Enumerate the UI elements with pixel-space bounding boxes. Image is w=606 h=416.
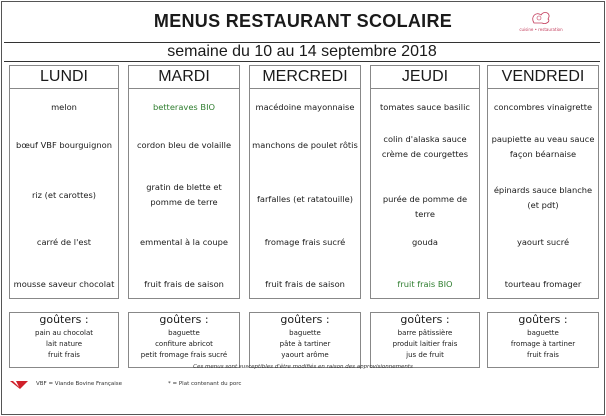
day-header: VENDREDI xyxy=(488,66,598,89)
chef-logo-icon xyxy=(506,9,576,27)
main-dish: manchons de poulet rôtis xyxy=(252,140,358,150)
main-dish: paupiette au veau sauce façon béarnaise xyxy=(491,134,595,159)
snack-item: petit fromage frais sucré xyxy=(140,351,228,359)
snack-item: yaourt arôme xyxy=(281,351,329,359)
main-dish: bœuf VBF bourguignon xyxy=(16,140,112,150)
snack-item: pâte à tartiner xyxy=(279,340,331,348)
snack-item: produit laitier frais xyxy=(392,340,458,348)
supply-note: Ces menus sont susceptibles d'être modifiés en raison des approvisionnements xyxy=(193,364,413,370)
side-dish: riz (et carottes) xyxy=(31,190,97,200)
starter: betteraves BIO xyxy=(152,102,216,112)
snack-item: fruit frais xyxy=(48,351,80,359)
vbf-legend: VBF = Viande Bovine Française xyxy=(36,381,123,387)
dessert: mousse saveur chocolat xyxy=(13,279,115,289)
snack-box-mardi xyxy=(128,312,240,368)
starter: concombres vinaigrette xyxy=(493,102,593,112)
dairy: yaourt sucré xyxy=(516,237,570,247)
day-column-vendredi xyxy=(487,65,599,299)
day-column-mercredi xyxy=(249,65,361,299)
side-dish: purée de pomme de terre xyxy=(382,194,468,219)
snack-title: goûters : xyxy=(400,313,450,326)
snack-box-vendredi xyxy=(487,312,599,368)
snack-item: baguette xyxy=(168,329,200,337)
snack-title: goûters : xyxy=(518,313,568,326)
day-header: JEUDI xyxy=(371,66,479,89)
dessert: fruit frais de saison xyxy=(265,279,345,289)
snack-title: goûters : xyxy=(280,313,330,326)
side-dish: farfalles (et ratatouille) xyxy=(256,194,353,204)
dairy: carré de l'est xyxy=(36,237,92,247)
dessert: fruit frais BIO xyxy=(397,279,453,289)
day-header: MERCREDI xyxy=(250,66,360,89)
day-header: LUNDI xyxy=(10,66,118,89)
starter: macédoine mayonnaise xyxy=(255,102,355,112)
starter: tomates sauce basilic xyxy=(380,102,470,112)
day-header: MARDI xyxy=(129,66,239,89)
dessert: fruit frais de saison xyxy=(144,279,224,289)
snack-box-jeudi xyxy=(370,312,480,368)
snack-item: jus de fruit xyxy=(406,351,444,359)
logo-text: cuisine • restauration xyxy=(519,27,563,32)
dairy: emmental à la coupe xyxy=(140,237,228,247)
day-column-lundi xyxy=(9,65,119,299)
main-dish: colin d'alaska sauce crème de courgettes xyxy=(381,134,469,159)
snack-item: fruit frais xyxy=(527,351,559,359)
dessert: tourteau fromager xyxy=(504,279,582,289)
dairy: fromage frais sucré xyxy=(264,237,346,247)
snack-title: goûters : xyxy=(39,313,89,326)
dairy: gouda xyxy=(412,237,438,247)
day-column-mardi xyxy=(128,65,240,299)
snack-box-mercredi xyxy=(249,312,361,368)
vbf-logo-icon xyxy=(10,380,28,390)
snack-box-lundi xyxy=(9,312,119,368)
snack-item: fromage à tartiner xyxy=(510,340,576,348)
restaurant-logo xyxy=(506,9,576,35)
snack-item: baguette xyxy=(527,329,559,337)
main-dish: cordon bleu de volaille xyxy=(136,140,232,150)
snack-item: confiture abricot xyxy=(155,340,213,348)
starter: melon xyxy=(51,102,77,112)
week-banner: semaine du 10 au 14 septembre 2018 xyxy=(4,42,600,62)
pork-legend: * = Plat contenant du porc xyxy=(168,381,242,387)
snack-item: barre pâtissière xyxy=(397,329,453,337)
snack-item: lait nature xyxy=(45,340,83,348)
day-column-jeudi xyxy=(370,65,480,299)
snack-title: goûters : xyxy=(159,313,209,326)
snack-item: baguette xyxy=(289,329,321,337)
side-dish: gratin de blette et pomme de terre xyxy=(146,182,222,207)
page-title: MENUS RESTAURANT SCOLAIRE xyxy=(153,11,453,31)
side-dish: épinards sauce blanche (et pdt) xyxy=(493,185,593,210)
snack-item: pain au chocolat xyxy=(35,329,93,337)
